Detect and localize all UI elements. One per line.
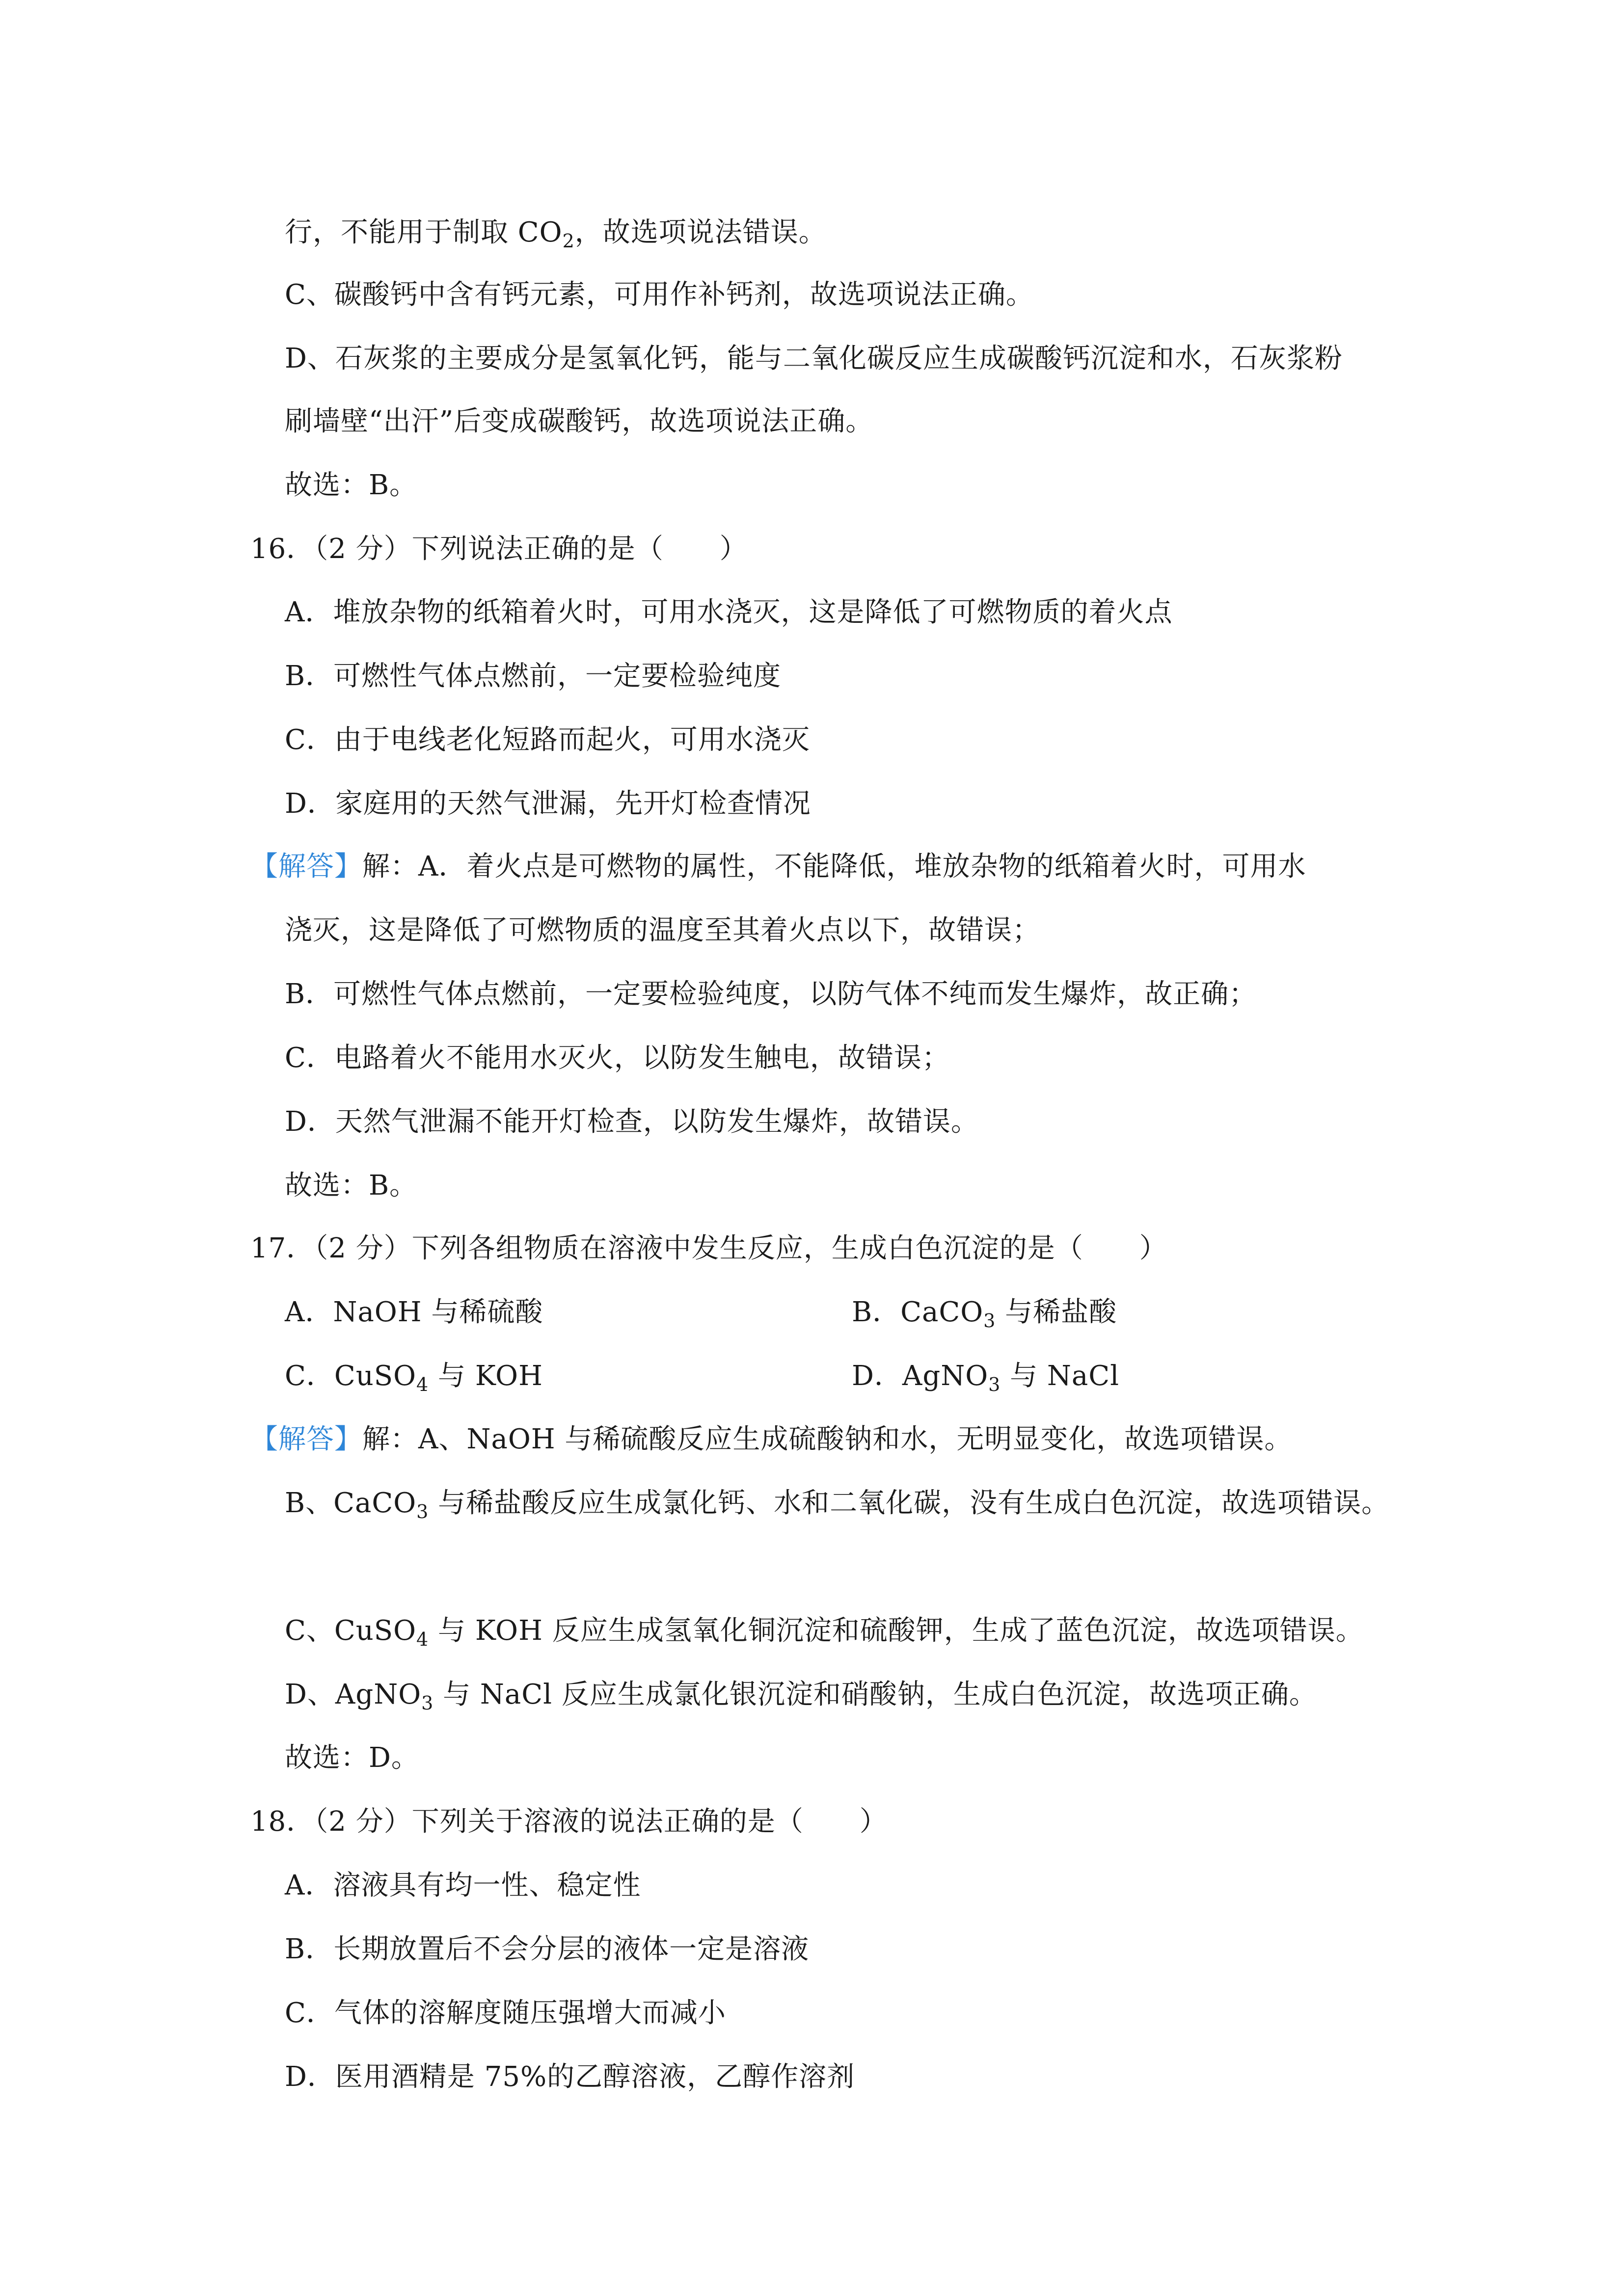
q17-answer: 【解答】解：A、NaOH 与稀硫酸反应生成硫酸钠和水，无明显变化，故选项错误。 — [250, 1423, 1293, 1455]
q16-answer-line-1: 浇灭，这是降低了可燃物质的温度至其着火点以下，故错误； — [285, 914, 1040, 946]
q17-option-c: C．CuSO$_4$ 与 KOH — [285, 1360, 543, 1395]
q16-answer-line-4: D．天然气泄漏不能开灯检查，以防发生爆炸，故错误。 — [285, 1106, 979, 1138]
q18-option-a: A．溶液具有均一性、稳定性 — [285, 1869, 641, 1901]
q17-option-d: D．AgNO$_3$ 与 NaCl — [852, 1360, 1120, 1395]
q16-option-d: D．家庭用的天然气泄漏，先开灯检查情况 — [285, 788, 811, 820]
q18-option-d: D．医用酒精是 75%的乙醇溶液，乙醇作溶剂 — [285, 2061, 855, 2093]
q18-option-b: B．长期放置后不会分层的液体一定是溶液 — [285, 1933, 810, 1965]
q17-option-b: B．CaCO$_3$ 与稀盐酸 — [852, 1296, 1117, 1332]
q16-answer-line-3: C．电路着火不能用水灭火，以防发生触电，故错误； — [285, 1042, 950, 1074]
q17-answer-label: 【解答】 — [250, 1423, 362, 1455]
q17-answer-d: D、AgNO$_3$ 与 NaCl 反应生成氯化银沉淀和硝酸钠，生成白色沉淀，故选项正确。 — [285, 1679, 1317, 1714]
q16-option-b: B．可燃性气体点燃前，一定要检验纯度 — [285, 660, 782, 692]
cont-line-4: 刷墙壁“出汗”后变成碳酸钙，故选项说法正确。 — [285, 405, 874, 437]
q16-choice: 故选：B。 — [285, 1170, 418, 1201]
cont-line-1: 行，不能用于制取 $CO_2$，故选项说法错误。 — [285, 216, 827, 252]
q18-option-c: C．气体的溶解度随压强增大而减小 — [285, 1997, 726, 2029]
q16-stem: 16．（2 分）下列说法正确的是（ ） — [250, 533, 748, 565]
q17-answer-c: C、CuSO$_4$ 与 KOH 反应生成氢氧化铜沉淀和硫酸钾，生成了蓝色沉淀，故选项错误。 — [285, 1615, 1364, 1650]
q17-choice: 故选：D。 — [285, 1742, 419, 1774]
q18-stem: 18．（2 分）下列关于溶液的说法正确的是（ ） — [250, 1806, 888, 1838]
q16-answer: 【解答】解：A．着火点是可燃物的属性，不能降低，堆放杂物的纸箱着火时，可用水 — [250, 851, 1306, 882]
q16-option-c: C．由于电线老化短路而起火，可用水浇灭 — [285, 724, 810, 756]
q17-answer-b: B、CaCO$_3$ 与稀盐酸反应生成氯化钙、水和二氧化碳，没有生成白色沉淀，故选项错误。 — [285, 1487, 1390, 1522]
q16-answer-line-2: B．可燃性气体点燃前，一定要检验纯度，以防气体不纯而发生爆炸，故正确； — [285, 978, 1257, 1010]
q17-option-a: A．NaOH 与稀硫酸 — [285, 1296, 543, 1328]
cont-line-2: C、碳酸钙中含有钙元素，可用作补钙剂，故选项说法正确。 — [285, 279, 1034, 311]
cont-line-3: D、石灰浆的主要成分是氢氧化钙，能与二氧化碳反应生成碳酸钙沉淀和水，石灰浆粉 — [285, 343, 1343, 374]
q17-stem: 17．（2 分）下列各组物质在溶液中发生反应，生成白色沉淀的是（ ） — [250, 1232, 1167, 1264]
q16-option-a: A．堆放杂物的纸箱着火时，可用水浇灭，这是降低了可燃物质的着火点 — [285, 596, 1173, 628]
q16-answer-label: 【解答】 — [250, 851, 362, 882]
cont-choice: 故选：B。 — [285, 469, 418, 501]
